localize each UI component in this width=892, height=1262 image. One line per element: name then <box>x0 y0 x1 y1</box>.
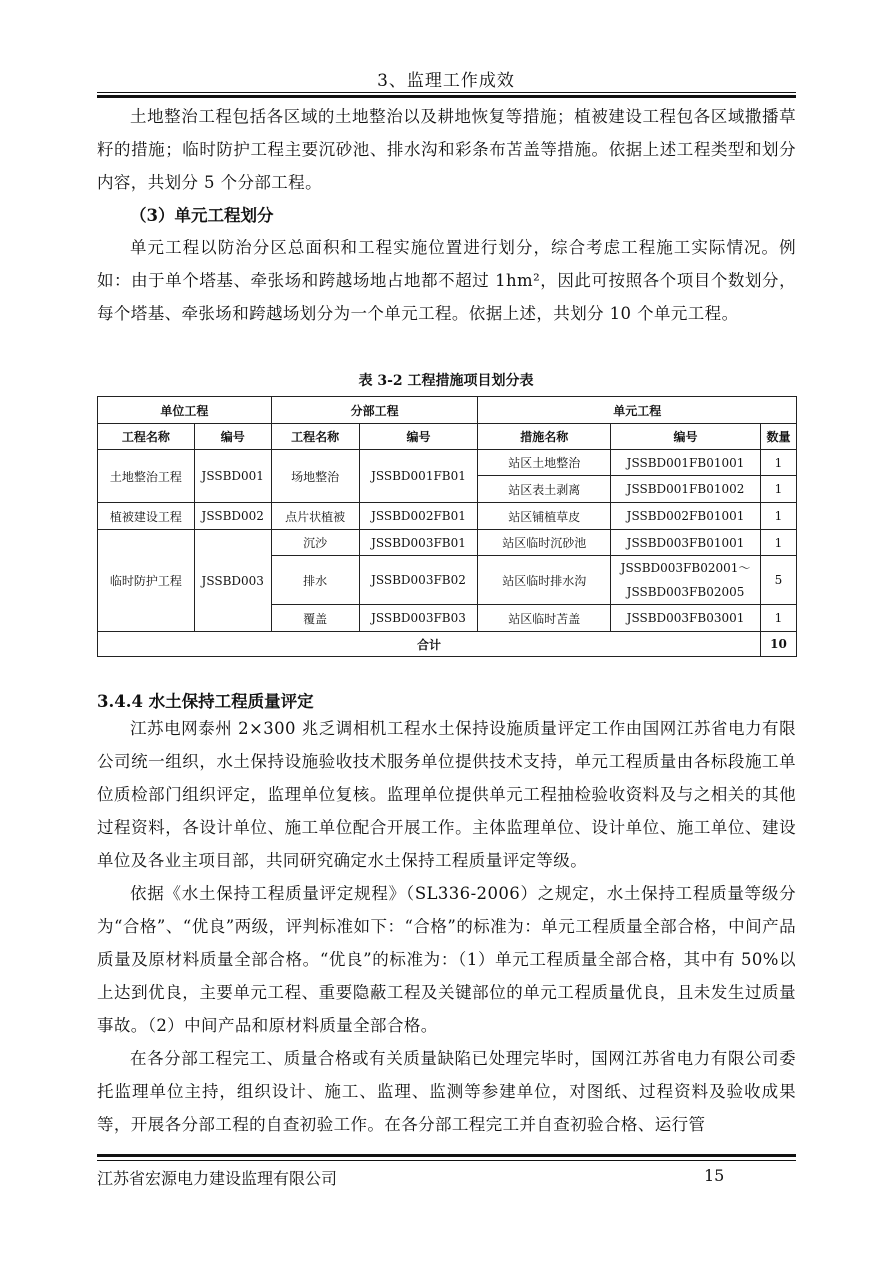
cell-part-code: JSSBD002FB01 <box>359 503 478 530</box>
header-rule-thick <box>97 95 796 98</box>
col-header: 措施名称 <box>478 424 611 450</box>
cell-unit-name: 临时防护工程 <box>98 530 195 632</box>
cell-measure: 站区临时沉砂池 <box>478 530 611 556</box>
cell-part-name: 排水 <box>271 556 359 605</box>
cell-unit-code: JSSBD002 <box>194 503 271 530</box>
header-rule-thin <box>97 92 796 93</box>
cell-part-name: 沉沙 <box>271 530 359 556</box>
table-row <box>98 503 797 530</box>
section-paragraph: 依据《水土保持工程质量评定规程》（SL336-2006）之规定，水土保持工程质量等级分为“合格”、“优良”两级，评判标准如下：“合格”的标准为：单元工程质量全部合格，中间产品质量及原材料质量全部合格。“优良”的标准为：（1）单元工程质量全部合格，其中有 50%以上达到优良，主要单元工程、重要隐蔽工程及关键部位的单元工程质量优良，且未发生过质量事故。（2）中间产品和原材料质量全部合格。 <box>97 884 796 1035</box>
total-value: 10 <box>760 632 796 657</box>
section-paragraph: 江苏电网泰州 2×300 兆乏调相机工程水土保持设施质量评定工作由国网江苏省电力有限公司统一组织，水土保持设施验收技术服务单位提供技术支持，单元工程质量由各标段施工单位质检部门组织评定，监理单位复核。监理单位提供单元工程抽检验收资料及与之相关的其他过程资料，各设计单位、施工单位配合开展工作。主体监理单位、设计单位、施工单位、建设单位及各业主项目部，共同研究确定水土保持工程质量评定等级。 <box>97 719 796 870</box>
cell-unit-code: JSSBD001 <box>194 450 271 503</box>
col-header: 编号 <box>194 424 271 450</box>
section-heading: 3.4.4 水土保持工程质量评定 <box>97 692 314 711</box>
cell-code: JSSBD001FB01001 <box>611 450 761 476</box>
subsection-heading: （3）单元工程划分 <box>130 206 274 225</box>
page-number: 15 <box>704 1166 725 1185</box>
group-header-unit: 单位工程 <box>98 397 272 424</box>
table-caption: 表 3-2 工程措施项目划分表 <box>358 373 534 389</box>
intro-text: 土地整治工程包括各区域的土地整治以及耕地恢复等措施；植被建设工程包各区域撒播草籽的措施；临时防护工程主要沉砂池、排水沟和彩条布苫盖等措施。依据上述工程类型和划分内容，共划分 5 个分部工程。 <box>97 107 796 192</box>
footer-company: 江苏省宏源电力建设监理有限公司 <box>97 1169 338 1188</box>
cell-unit-name: 土地整治工程 <box>98 450 195 503</box>
col-header: 工程名称 <box>98 424 195 450</box>
table-row <box>98 530 797 556</box>
cell-part-code: JSSBD001FB01 <box>359 450 478 503</box>
subsection-text: 单元工程以防治分区总面积和工程实施位置进行划分，综合考虑工程施工实际情况。例如：由于单个塔基、牵张场和跨越场地占地都不超过 1hm²，因此可按照各个项目个数划分，每个塔基、牵张场和跨越场划分为一个单元工程。依据上述，共划分 10 个单元工程。 <box>97 238 796 323</box>
footer-rule-thick <box>97 1154 796 1157</box>
cell-code <box>611 556 761 605</box>
cell-code: JSSBD003FB03001 <box>611 605 761 632</box>
cell-qty: 1 <box>760 605 796 632</box>
page-header-title: 3、监理工作成效 <box>377 71 515 91</box>
total-label: 合计 <box>98 632 761 657</box>
cell-measure: 站区表土剥离 <box>478 476 611 503</box>
cell-measure: 站区临时苫盖 <box>478 605 611 632</box>
footer-rule-thin <box>97 1160 796 1161</box>
group-header-part: 分部工程 <box>271 397 478 424</box>
cell-code-line: JSSBD003FB02005 <box>626 585 745 599</box>
cell-part-name: 场地整治 <box>271 450 359 503</box>
cell-part-code: JSSBD003FB02 <box>359 556 478 605</box>
col-header: 编号 <box>359 424 478 450</box>
table-row <box>98 450 797 476</box>
work-division-table <box>97 396 797 657</box>
cell-part-name: 覆盖 <box>271 605 359 632</box>
cell-qty: 1 <box>760 476 796 503</box>
section-body <box>97 712 796 1141</box>
cell-unit-name: 植被建设工程 <box>98 503 195 530</box>
cell-unit-code: JSSBD003 <box>194 530 271 632</box>
cell-part-code: JSSBD003FB01 <box>359 530 478 556</box>
table-column-header-row <box>98 424 797 450</box>
col-header: 工程名称 <box>271 424 359 450</box>
cell-code: JSSBD003FB01001 <box>611 530 761 556</box>
table-total-row <box>98 632 797 657</box>
intro-paragraph <box>97 100 796 199</box>
cell-measure: 站区土地整治 <box>478 450 611 476</box>
cell-code: JSSBD001FB01002 <box>611 476 761 503</box>
cell-qty: 1 <box>760 450 796 476</box>
cell-part-code: JSSBD003FB03 <box>359 605 478 632</box>
cell-qty: 1 <box>760 503 796 530</box>
cell-qty: 5 <box>760 556 796 605</box>
col-header: 数量 <box>760 424 796 450</box>
subsection-paragraph <box>97 231 796 330</box>
cell-code: JSSBD002FB01001 <box>611 503 761 530</box>
cell-code-line: JSSBD003FB02001～ <box>620 561 751 575</box>
cell-measure: 站区临时排水沟 <box>478 556 611 605</box>
group-header-element: 单元工程 <box>478 397 797 424</box>
section-paragraph: 在各分部工程完工、质量合格或有关质量缺陷已处理完毕时，国网江苏省电力有限公司委托监理单位主持，组织设计、施工、监理、监测等参建单位，对图纸、过程资料及验收成果等，开展各分部工程的自查初验工作。在各分部工程完工并自查初验合格、运行管 <box>97 1049 796 1134</box>
cell-qty: 1 <box>760 530 796 556</box>
cell-part-name: 点片状植被 <box>271 503 359 530</box>
table-group-header-row <box>98 397 797 424</box>
col-header: 编号 <box>611 424 761 450</box>
cell-measure: 站区铺植草皮 <box>478 503 611 530</box>
